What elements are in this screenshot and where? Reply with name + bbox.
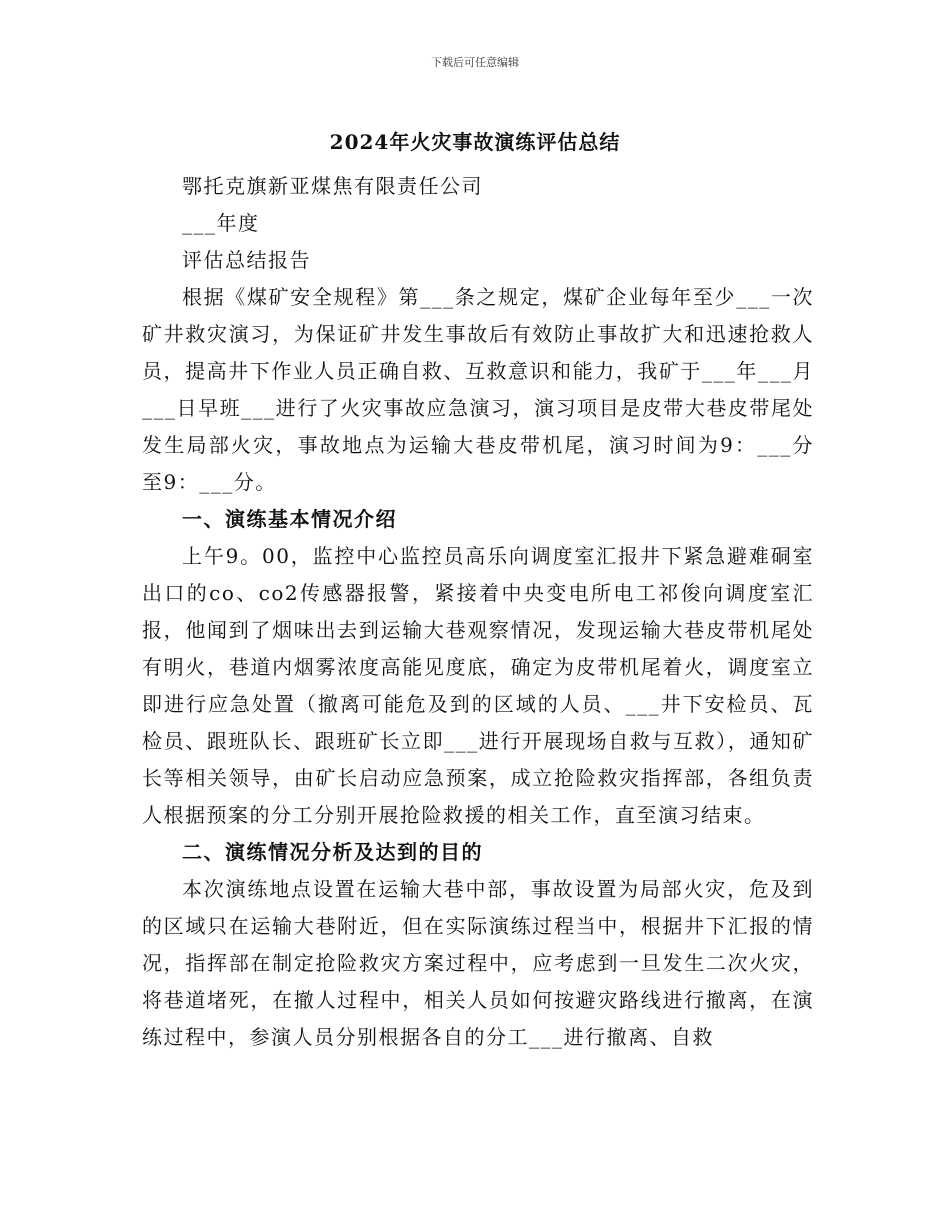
year-line: ___年度 bbox=[182, 211, 260, 235]
section-2-heading: 二、演练情况分析及达到的目的 bbox=[182, 840, 483, 864]
page-header-note: 下载后可任意编辑 bbox=[431, 56, 519, 69]
section-1-paragraph: 上午9。00，监控中心监控员高乐向调度室汇报井下紧急避难硐室出口的co、co2传感器报警，紧接着中央变电所电工祁俊向调度室汇报，他闻到了烟味出去到运输大巷观察情况，发现运输大巷皮带机尾处有明火，巷道内烟雾浓度高能见度底，确定为皮带机尾着火，调度室立即进行应急处置（撤离可能危及到的区域的人员、___井下安检员、瓦检员、跟班队长、跟班矿长立即___进行开展现场自救与互救），通知矿长等相关领导，由矿长启动应急预案，成立抢险救灾指挥部，各组负责人根据预案的分工分别开展抢险救援的相关工作，直至演习结束。 bbox=[142, 544, 814, 827]
section-1-heading: 一、演练基本情况介绍 bbox=[182, 507, 397, 531]
section-2-paragraph: 本次演练地点设置在运输大巷中部，事故设置为局部火灾，危及到的区域只在运输大巷附近，但在实际演练过程当中，根据井下汇报的情况，指挥部在制定抢险救灾方案过程中，应考虑到一旦发生二次火灾，将巷道堵死，在撤人过程中，相关人员如何按避灾路线进行撤离，在演练过程中，参演人员分别根据各自的分工___进行撤离、自救 bbox=[142, 877, 814, 1049]
intro-paragraph: 根据《煤矿安全规程》第___条之规定，煤矿企业每年至少___一次矿井救灾演习，为保证矿井发生事故后有效防止事故扩大和迅速抢救人员，提高井下作业人员正确自救、互救意识和能力，我矿于___年___月___日早班___进行了火灾事故应急演习，演习项目是皮带大巷皮带尾处发生局部火灾，事故地点为运输大巷皮带机尾，演习时间为9：___分至9：___分。 bbox=[142, 285, 814, 494]
report-line: 评估总结报告 bbox=[182, 248, 311, 272]
company-name: 鄂托克旗新亚煤焦有限责任公司 bbox=[182, 174, 483, 198]
document-body bbox=[142, 168, 814, 1056]
document-title: 2024年火灾事故演练评估总结 bbox=[329, 130, 621, 154]
